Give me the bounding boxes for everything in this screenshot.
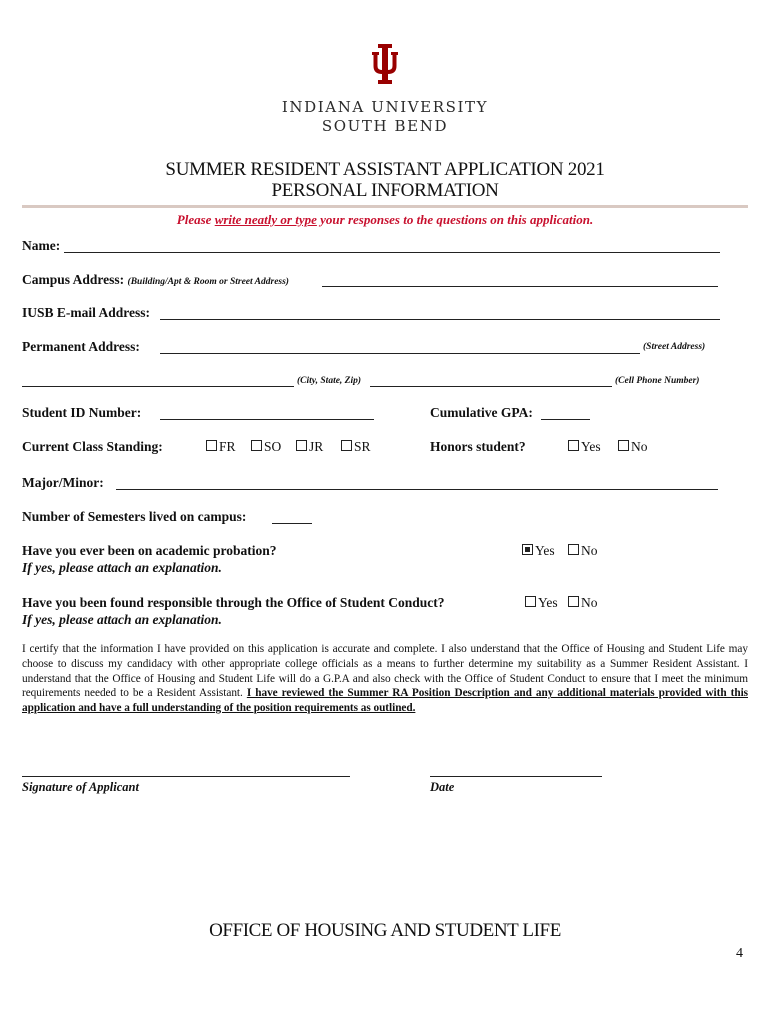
name-label: Name: — [22, 238, 61, 253]
conduct-question: Have you been found responsible through the Office of Student Conduct? — [22, 595, 445, 610]
major-minor-field[interactable] — [116, 489, 718, 490]
checkbox-icon — [296, 440, 307, 451]
major-minor-label: Major/Minor: — [22, 475, 104, 490]
university-name-line2: SOUTH BEND — [321, 117, 449, 135]
class-sr-checkbox[interactable] — [341, 439, 371, 455]
instructions-prefix: Please — [176, 212, 215, 227]
checkbox-icon — [568, 544, 579, 555]
university-name-line1: INDIANA UNIVERSITY — [281, 98, 489, 116]
permanent-address-field[interactable] — [160, 353, 640, 354]
conduct-no-checkbox[interactable] — [568, 595, 598, 611]
probation-question: Have you ever been on academic probation? — [22, 543, 277, 558]
checkbox-icon — [568, 440, 579, 451]
honors-no-checkbox[interactable] — [618, 439, 648, 455]
probation-yes-label: Yes — [535, 543, 555, 558]
city-state-zip-field[interactable] — [22, 386, 294, 387]
certification-emphasis: I have reviewed the Summer RA Position Description and any additional materials provided with this application and have a full understanding of the position requirements as outlined. — [22, 687, 748, 715]
cell-phone-field[interactable] — [370, 386, 612, 387]
street-address-note: (Street Address) — [643, 342, 706, 352]
probation-no-checkbox[interactable] — [568, 543, 598, 559]
name-field[interactable] — [64, 252, 720, 253]
checked-checkbox-icon — [522, 544, 533, 555]
email-label: IUSB E-mail Address: — [22, 305, 151, 320]
campus-address-label-text: Campus Address: — [22, 272, 125, 287]
honors-yes-checkbox[interactable] — [568, 439, 601, 455]
signature-label: Signature of Applicant — [22, 780, 139, 794]
class-so-checkbox[interactable] — [251, 439, 281, 455]
gpa-label: Cumulative GPA: — [430, 405, 533, 420]
signature-field[interactable] — [22, 776, 350, 777]
probation-followup: If yes, please attach an explanation. — [22, 560, 222, 575]
cell-phone-note: (Cell Phone Number) — [615, 376, 700, 386]
gpa-field[interactable] — [541, 419, 590, 420]
title-divider — [22, 205, 748, 208]
checkbox-icon — [341, 440, 352, 451]
date-label: Date — [430, 780, 455, 794]
honors-no-label: No — [631, 439, 648, 454]
conduct-yes-checkbox[interactable] — [525, 595, 558, 611]
class-jr-checkbox[interactable] — [296, 439, 323, 455]
certification-text: I certify that the information I have provided on this application is accurate and complete. I also understand that the Office of Housing and Student Life may choose to discuss my candidacy with other appropriate college officials as a means to further determine my suitability as a Summer Resident Assistant. I understand that the Office of Housing and Student Life will do a G.P.A and also check with the Office of Student Conduct to ensure that I meet the minimum requirements needed to be a Resident Assistant. — [22, 643, 748, 700]
campus-address-note: (Building/Apt & Room or Street Address) — [127, 277, 289, 287]
conduct-yes-label: Yes — [538, 595, 558, 610]
honors-yes-label: Yes — [581, 439, 601, 454]
class-fr-checkbox[interactable] — [206, 439, 236, 455]
instructions — [0, 212, 770, 228]
campus-address-field[interactable] — [322, 286, 718, 287]
city-state-zip-note: (City, State, Zip) — [297, 376, 362, 386]
probation-no-label: No — [581, 543, 598, 558]
conduct-followup: If yes, please attach an explanation. — [22, 612, 222, 627]
student-id-label: Student ID Number: — [22, 405, 142, 420]
checkbox-icon — [525, 596, 536, 607]
conduct-no-label: No — [581, 595, 598, 610]
office-name-footer: OFFICE OF HOUSING AND STUDENT LIFE — [209, 920, 561, 941]
campus-address-label — [22, 272, 289, 288]
checkbox-icon — [618, 440, 629, 451]
page-number: 4 — [736, 946, 743, 961]
form-title: SUMMER RESIDENT ASSISTANT APPLICATION 2021 — [165, 159, 605, 180]
checkbox-icon — [206, 440, 217, 451]
class-so-label: SO — [264, 439, 282, 454]
semesters-field[interactable] — [272, 523, 312, 524]
class-standing-label: Current Class Standing: — [22, 439, 163, 454]
certification-paragraph — [22, 642, 748, 716]
probation-yes-checkbox[interactable] — [522, 543, 555, 559]
permanent-address-label: Permanent Address: — [22, 339, 140, 354]
class-sr-label: SR — [354, 439, 371, 454]
email-field[interactable] — [160, 319, 720, 320]
class-jr-label: JR — [309, 439, 324, 454]
student-id-field[interactable] — [160, 419, 374, 420]
honors-label: Honors student? — [430, 439, 526, 454]
instructions-underlined: write neatly or type — [214, 212, 317, 227]
instructions-suffix: your responses to the questions on this application. — [316, 212, 594, 227]
date-field[interactable] — [430, 776, 602, 777]
checkbox-icon — [251, 440, 262, 451]
checkbox-icon — [568, 596, 579, 607]
form-subtitle: PERSONAL INFORMATION — [271, 180, 499, 201]
iu-trident-logo-icon — [370, 44, 400, 84]
class-fr-label: FR — [219, 439, 236, 454]
semesters-label: Number of Semesters lived on campus: — [22, 509, 247, 524]
